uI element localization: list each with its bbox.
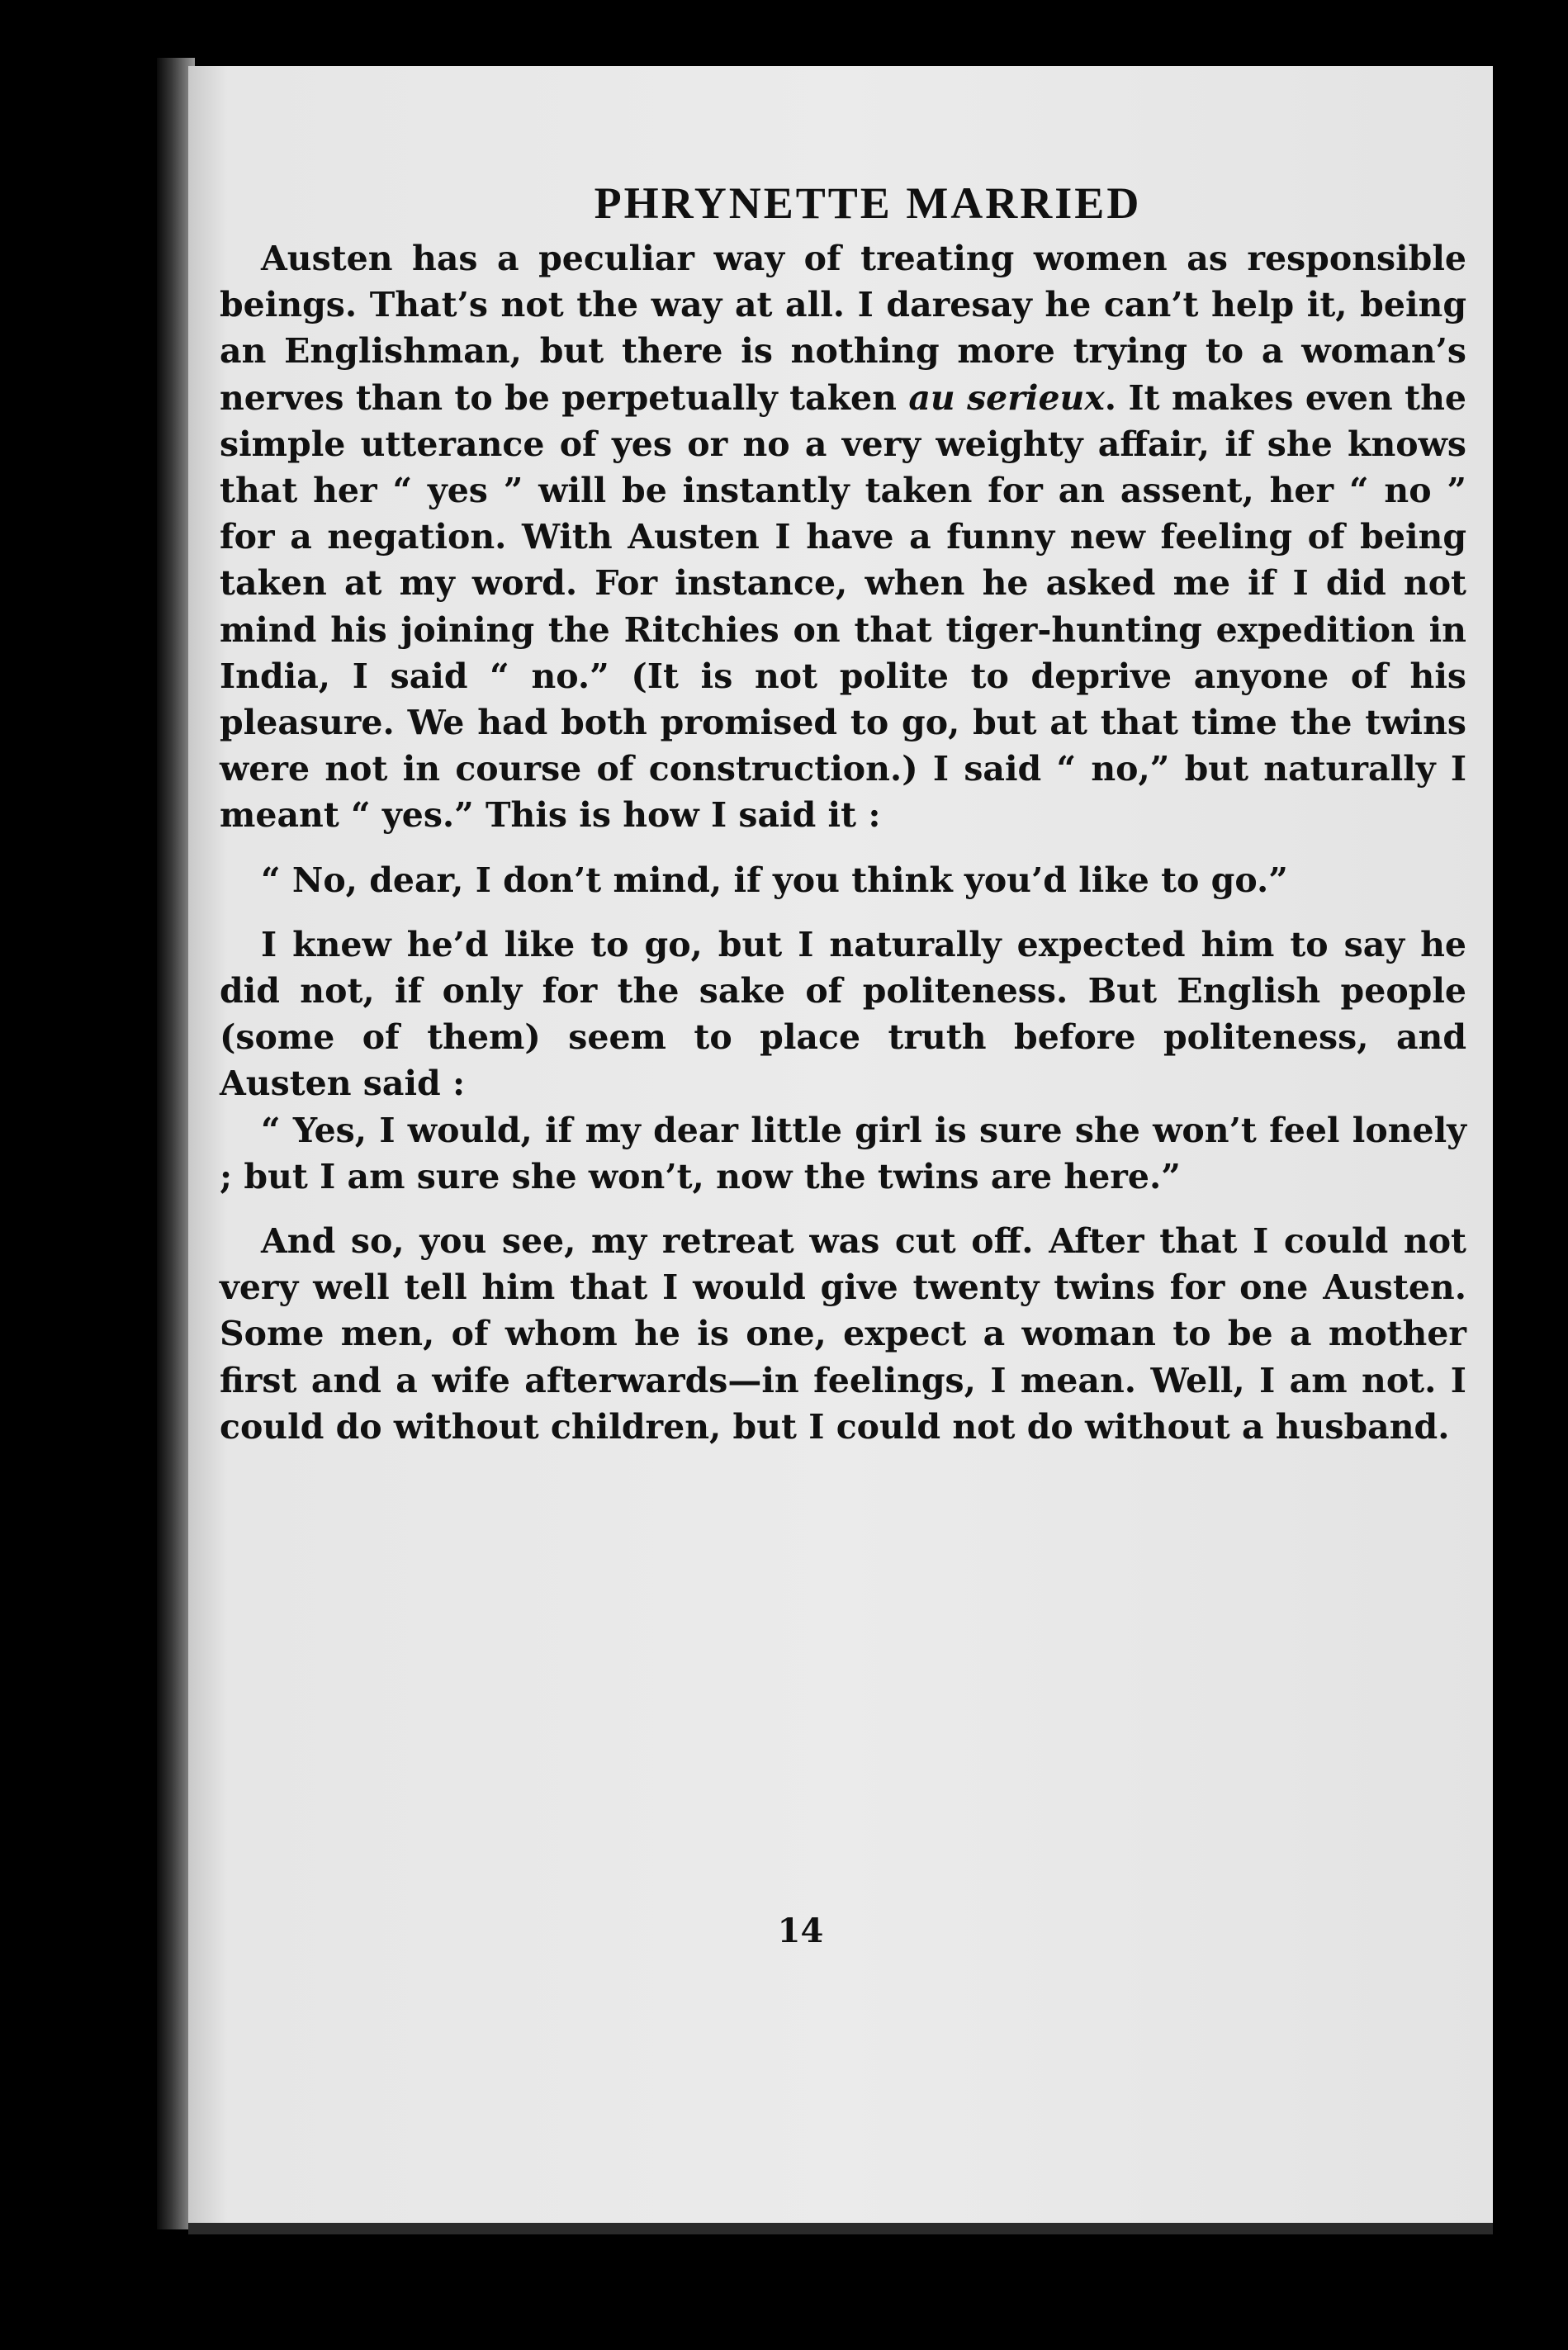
paragraph-1-italic: au serieux — [908, 377, 1105, 418]
page-text-block — [220, 178, 1466, 1450]
body-text — [220, 235, 1466, 1450]
paragraph-2: “ No, dear, I don’t mind, if you think you’d like to go.” — [261, 860, 1288, 900]
page-number: 14 — [777, 1912, 824, 1950]
paragraph-4: “ Yes, I would, if my dear little girl is sure she won’t feel lonely ; but I am sure she won’t, now the twins are here.” — [220, 1110, 1466, 1196]
page-number-container — [0, 1912, 1568, 1950]
paragraph-1 — [220, 235, 1466, 839]
page-bottom-edge — [188, 2223, 1493, 2234]
paragraph-1-text-a: Austen has a peculiar way of treating women as responsible beings. That’s not the way at all. I daresay he can’t help it, being an Englishman, but there is nothing more trying to a woman’s nerves than to be perpetually taken — [220, 239, 1466, 418]
running-head: PHRYNETTE MARRIED — [594, 178, 1142, 228]
paragraph-3: I knew he’d like to go, but I naturally expected him to say he did not, if only for the sake of politeness. But English people (some of them) seem to place truth before politeness, and Austen said : — [220, 924, 1466, 1104]
paragraph-1-text-b: . It makes even the simple utterance of yes or no a very weighty affair, if she knows that her “ yes ” will be instantly taken for an assent, her “ no ” for a negation. With Austen I have a funny new feeling of being taken at my word. For instance, when he asked me if I did not mind his joining the Ritchies on that tiger-hunting expedition in India, I said “ no.” (It is not polite to deprive anyone of his pleasure. We had both promised to go, but at that time the twins were not in course of construction.) I said “ no,” but naturally I meant “ yes.” This is how I said it : — [220, 377, 1466, 836]
paragraph-5: And so, you see, my retreat was cut off. After that I could not very well tell him that I would give twenty twins for one Austen. Some men, of whom he is one, expect a woman to be a mother first and a wife afterwards—in feelings, I mean. Well, I am not. I could do without children, but I could not do without a husband. — [220, 1221, 1466, 1447]
